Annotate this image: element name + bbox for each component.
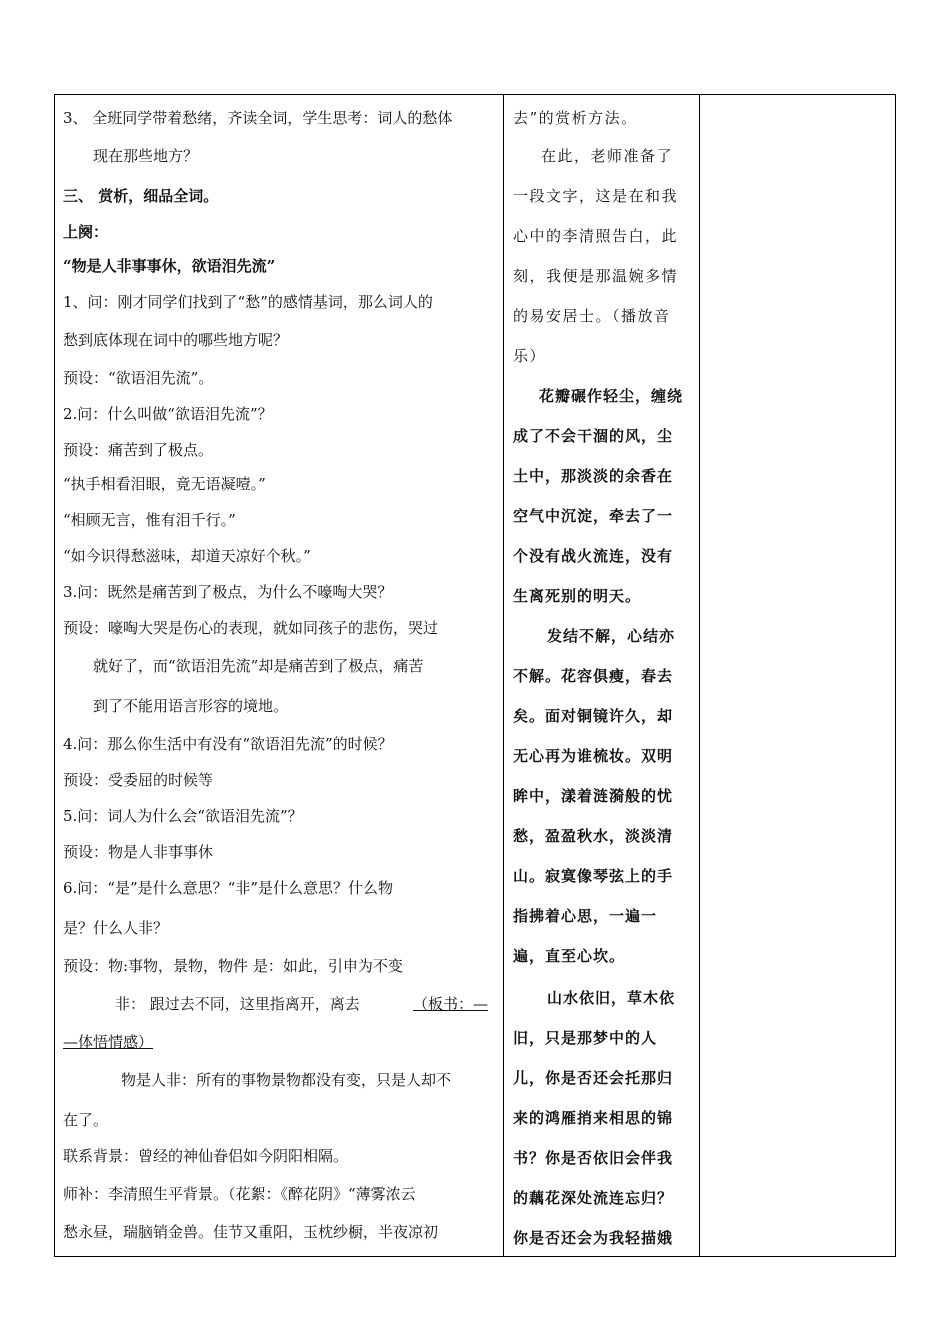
middle-text-line: 你是否还会为我轻描娥 xyxy=(513,1229,674,1247)
notes-column xyxy=(705,95,891,1256)
middle-text-line: 一段文字，这是在和我 xyxy=(513,187,679,205)
middle-text-line: 矣。面对铜镜许久，却 xyxy=(513,707,674,725)
left-text-line: 预设：受委屈的时候等 xyxy=(63,771,214,789)
middle-text-line: 儿，你是否还会托那归 xyxy=(513,1069,674,1087)
middle-text-line: 眸中，漾着涟漪般的忧 xyxy=(513,787,674,805)
left-text-line: 预设：痛苦到了极点。 xyxy=(63,441,214,459)
left-text-line: “执手相看泪眼，竟无语凝噎。” xyxy=(63,475,266,493)
left-text-line: 愁永昼，瑞脑销金兽。佳节又重阳，玉枕纱橱，半夜凉初 xyxy=(63,1223,439,1241)
left-text-line: “如今识得愁滋味，却道天凉好个秋。” xyxy=(63,547,311,565)
middle-text-line: 不解。花容俱瘦，春去 xyxy=(513,667,674,685)
left-text-line: 愁到底体现在词中的哪些地方呢？ xyxy=(63,331,289,349)
middle-text-line: 刻，我便是那温婉多情 xyxy=(513,267,679,285)
left-text-line: “物是人非事事休，欲语泪先流” xyxy=(63,257,276,275)
middle-text-line: 土中，那淡淡的余香在 xyxy=(513,467,674,485)
left-text-line: 上阕： xyxy=(63,223,109,241)
middle-text-line: 书？你是否依旧会伴我 xyxy=(513,1149,674,1167)
middle-text-line: 无心再为谁梳妆。双明 xyxy=(513,747,674,765)
middle-text-line: 个没有战火流连，没有 xyxy=(513,547,674,565)
middle-text-line: 指拂着心思，一遍一 xyxy=(513,907,658,925)
middle-text-line: 生离死别的明天。 xyxy=(513,587,642,605)
middle-text-line: 心中的李清照告白，此 xyxy=(513,227,679,245)
left-text-line: 三、 赏析，细品全词。 xyxy=(63,187,219,205)
middle-text-line: 山。寂寞像琴弦上的手 xyxy=(513,867,674,885)
middle-text-line: 发结不解，心结亦 xyxy=(547,627,676,645)
middle-text-line: 山水依旧，草木依 xyxy=(547,989,676,1007)
left-text-line: 到了不能用语言形容的境地。 xyxy=(93,697,289,715)
left-text-line: “相顾无言，惟有泪千行。” xyxy=(63,511,236,529)
left-text-line: 师补：李清照生平背景。（花絮：《醉花阴》“薄雾浓云 xyxy=(63,1185,416,1203)
left-text-line: 3.问：既然是痛苦到了极点，为什么不嚎啕大哭？ xyxy=(63,583,393,601)
left-text-line: 预设：物是人非事事休 xyxy=(63,843,214,861)
middle-text-line: 的藕花深处流连忘归？ xyxy=(513,1189,674,1207)
left-text-line: 在了。 xyxy=(63,1111,109,1129)
column-divider-1 xyxy=(503,95,504,1256)
column-divider-2 xyxy=(699,95,700,1256)
middle-text-line: 在此，老师准备了 xyxy=(541,147,674,165)
left-text-line: 预设：物:事物，景物，物件 是：如此，引申为不变 xyxy=(63,957,403,975)
middle-text-line: 来的鸿雁捎来相思的锦 xyxy=(513,1109,674,1127)
left-text-line: 6.问：“是”是什么意思？“非”是什么意思？什么物 xyxy=(63,879,393,897)
left-text-line: 1、问：刚才同学们找到了“愁”的感情基词，那么词人的 xyxy=(63,293,433,311)
left-text-line: 预设：“欲语泪先流”。 xyxy=(63,369,214,387)
left-text-line: 非： 跟过去不同，这里指离开，离去 xyxy=(115,995,360,1013)
left-text-line: 预设：嚎啕大哭是伤心的表现，就如同孩子的悲伤，哭过 xyxy=(63,619,439,637)
left-text-line: —体悟情感） xyxy=(63,1033,154,1051)
middle-text-line: 乐） xyxy=(513,347,547,365)
left-text-line: 3、 全班同学带着愁绪，齐读全词，学生思考：词人的愁体 xyxy=(63,109,453,127)
left-text-line: 5.问：词人为什么会“欲语泪先流”？ xyxy=(63,807,303,825)
left-text-line: 2.问：什么叫做“欲语泪先流”？ xyxy=(63,405,273,423)
middle-text-line: 花瓣碾作轻尘，缠绕 xyxy=(539,387,684,405)
left-text-line: 是？什么人非？ xyxy=(63,919,169,937)
middle-text-line: 旧，只是那梦中的人 xyxy=(513,1029,658,1047)
left-text-line: 4.问：那么你生活中有没有“欲语泪先流”的时候？ xyxy=(63,735,393,753)
lesson-table xyxy=(54,94,896,1257)
middle-text-line: 成了不会干涸的风，尘 xyxy=(513,427,674,445)
left-text-line: （板书：— xyxy=(413,995,489,1013)
left-text-line: 现在那些地方？ xyxy=(93,147,199,165)
middle-text-line: 愁，盈盈秋水，淡淡清 xyxy=(513,827,674,845)
left-text-line: 物是人非：所有的事物景物都没有变，只是人却不 xyxy=(121,1071,452,1089)
middle-text-line: 的易安居士。（播放音 xyxy=(513,307,671,325)
left-text-line: 就好了，而“欲语泪先流”却是痛苦到了极点，痛苦 xyxy=(93,657,424,675)
middle-text-line: 空气中沉淀，牵去了一 xyxy=(513,507,674,525)
middle-text-line: 去”的赏析方法。 xyxy=(513,109,638,127)
middle-text-line: 遍，直至心坎。 xyxy=(513,947,626,965)
left-text-line: 联系背景：曾经的神仙眷侣如今阴阳相隔。 xyxy=(63,1147,349,1165)
